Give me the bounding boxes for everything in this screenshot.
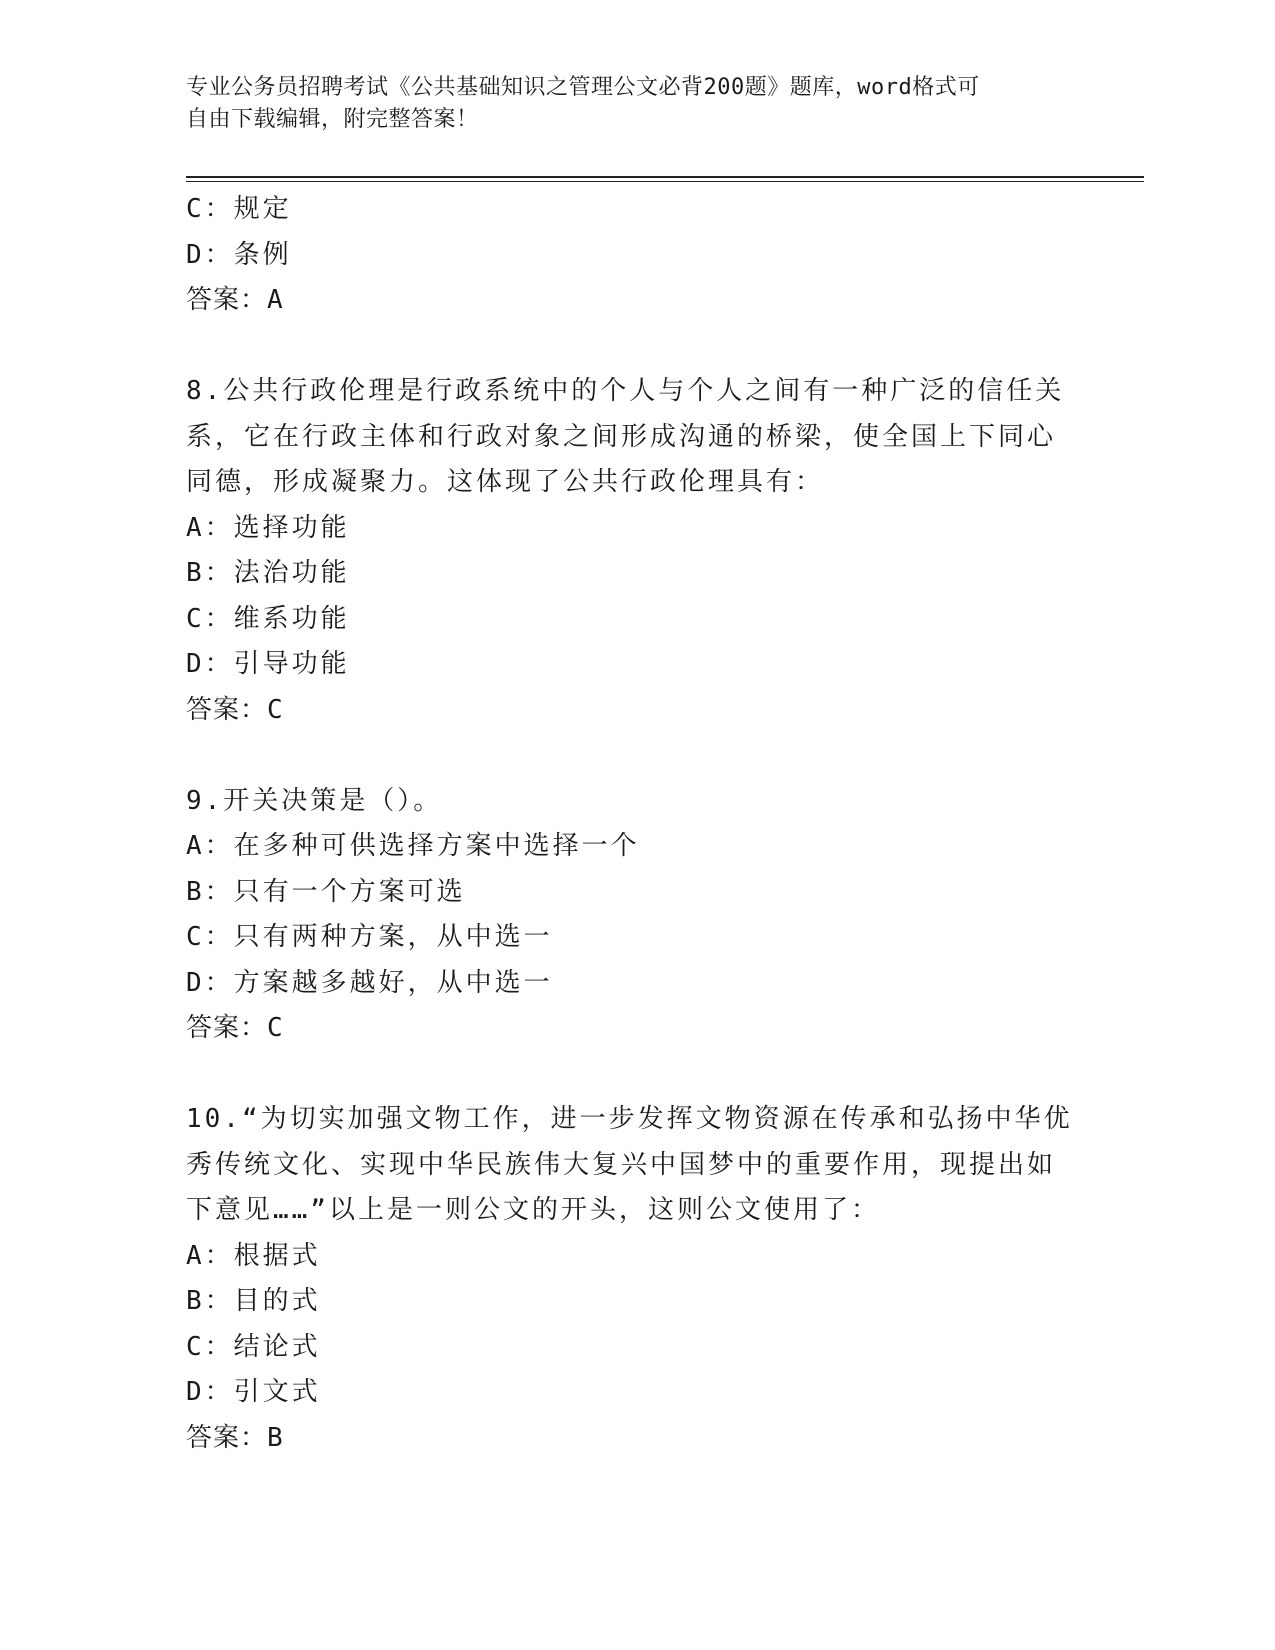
q7-option-c: C：规定 <box>186 194 292 224</box>
page-header <box>186 72 1066 136</box>
header-divider-thick <box>186 176 1144 178</box>
q10-stem-line-2: 秀传统文化、实现中华民族伟大复兴中国梦中的重要作用，现提出如 <box>186 1149 1057 1180</box>
q10-stem-line-3: 下意见……”以上是一则公文的开头，这则公文使用了： <box>186 1195 880 1225</box>
spacer <box>186 733 1086 779</box>
q9-option-b: B：只有一个方案可选 <box>186 876 466 907</box>
q8-stem-line-3: 同德，形成凝聚力。这体现了公共行政伦理具有： <box>186 467 825 497</box>
header-line-1: 专业公务员招聘考试《公共基础知识之管理公文必背200题》题库，word格式可 <box>186 75 980 100</box>
spacer <box>186 1052 1086 1098</box>
q8-option-a: A：选择功能 <box>186 512 350 543</box>
q10-option-d: D：引文式 <box>186 1377 321 1407</box>
q7-answer: 答案：A <box>186 285 284 315</box>
q8-answer: 答案：C <box>186 694 284 725</box>
header-line-2: 自由下载编辑，附完整答案！ <box>186 107 479 132</box>
q9-option-a: A：在多种可供选择方案中选择一个 <box>186 831 640 861</box>
q8-stem-line-1: 8.公共行政伦理是行政系统中的个人与个人之间有一种广泛的信任关 <box>186 376 1065 406</box>
q9-option-d: D：方案越多越好，从中选一 <box>186 967 553 998</box>
q8-option-c: C：维系功能 <box>186 603 350 634</box>
q10-option-c: C：结论式 <box>186 1331 321 1362</box>
q10-option-b: B：目的式 <box>186 1286 321 1316</box>
q10-stem-line-1: 10.“为切实加强文物工作，进一步发挥文物资源在传承和弘扬中华优 <box>186 1104 1073 1134</box>
q10-option-a: A：根据式 <box>186 1240 321 1271</box>
question-7-continued <box>186 187 1086 324</box>
question-10 <box>186 1097 1086 1461</box>
q8-option-b: B：法治功能 <box>186 558 350 588</box>
q9-option-c: C：只有两种方案，从中选一 <box>186 922 553 952</box>
question-content <box>186 187 1086 1461</box>
q8-option-d: D：引导功能 <box>186 649 350 679</box>
spacer <box>186 324 1086 370</box>
q7-option-d: D：条例 <box>186 239 292 270</box>
question-8 <box>186 369 1086 733</box>
header-divider-thin <box>186 181 1144 182</box>
q10-answer: 答案：B <box>186 1422 284 1453</box>
q8-stem-line-2: 系，它在行政主体和行政对象之间形成沟通的桥梁，使全国上下同心 <box>186 421 1057 452</box>
q9-stem-line-1: 9.开关决策是（）。 <box>186 785 443 816</box>
q9-answer: 答案：C <box>186 1013 284 1043</box>
question-9 <box>186 779 1086 1052</box>
